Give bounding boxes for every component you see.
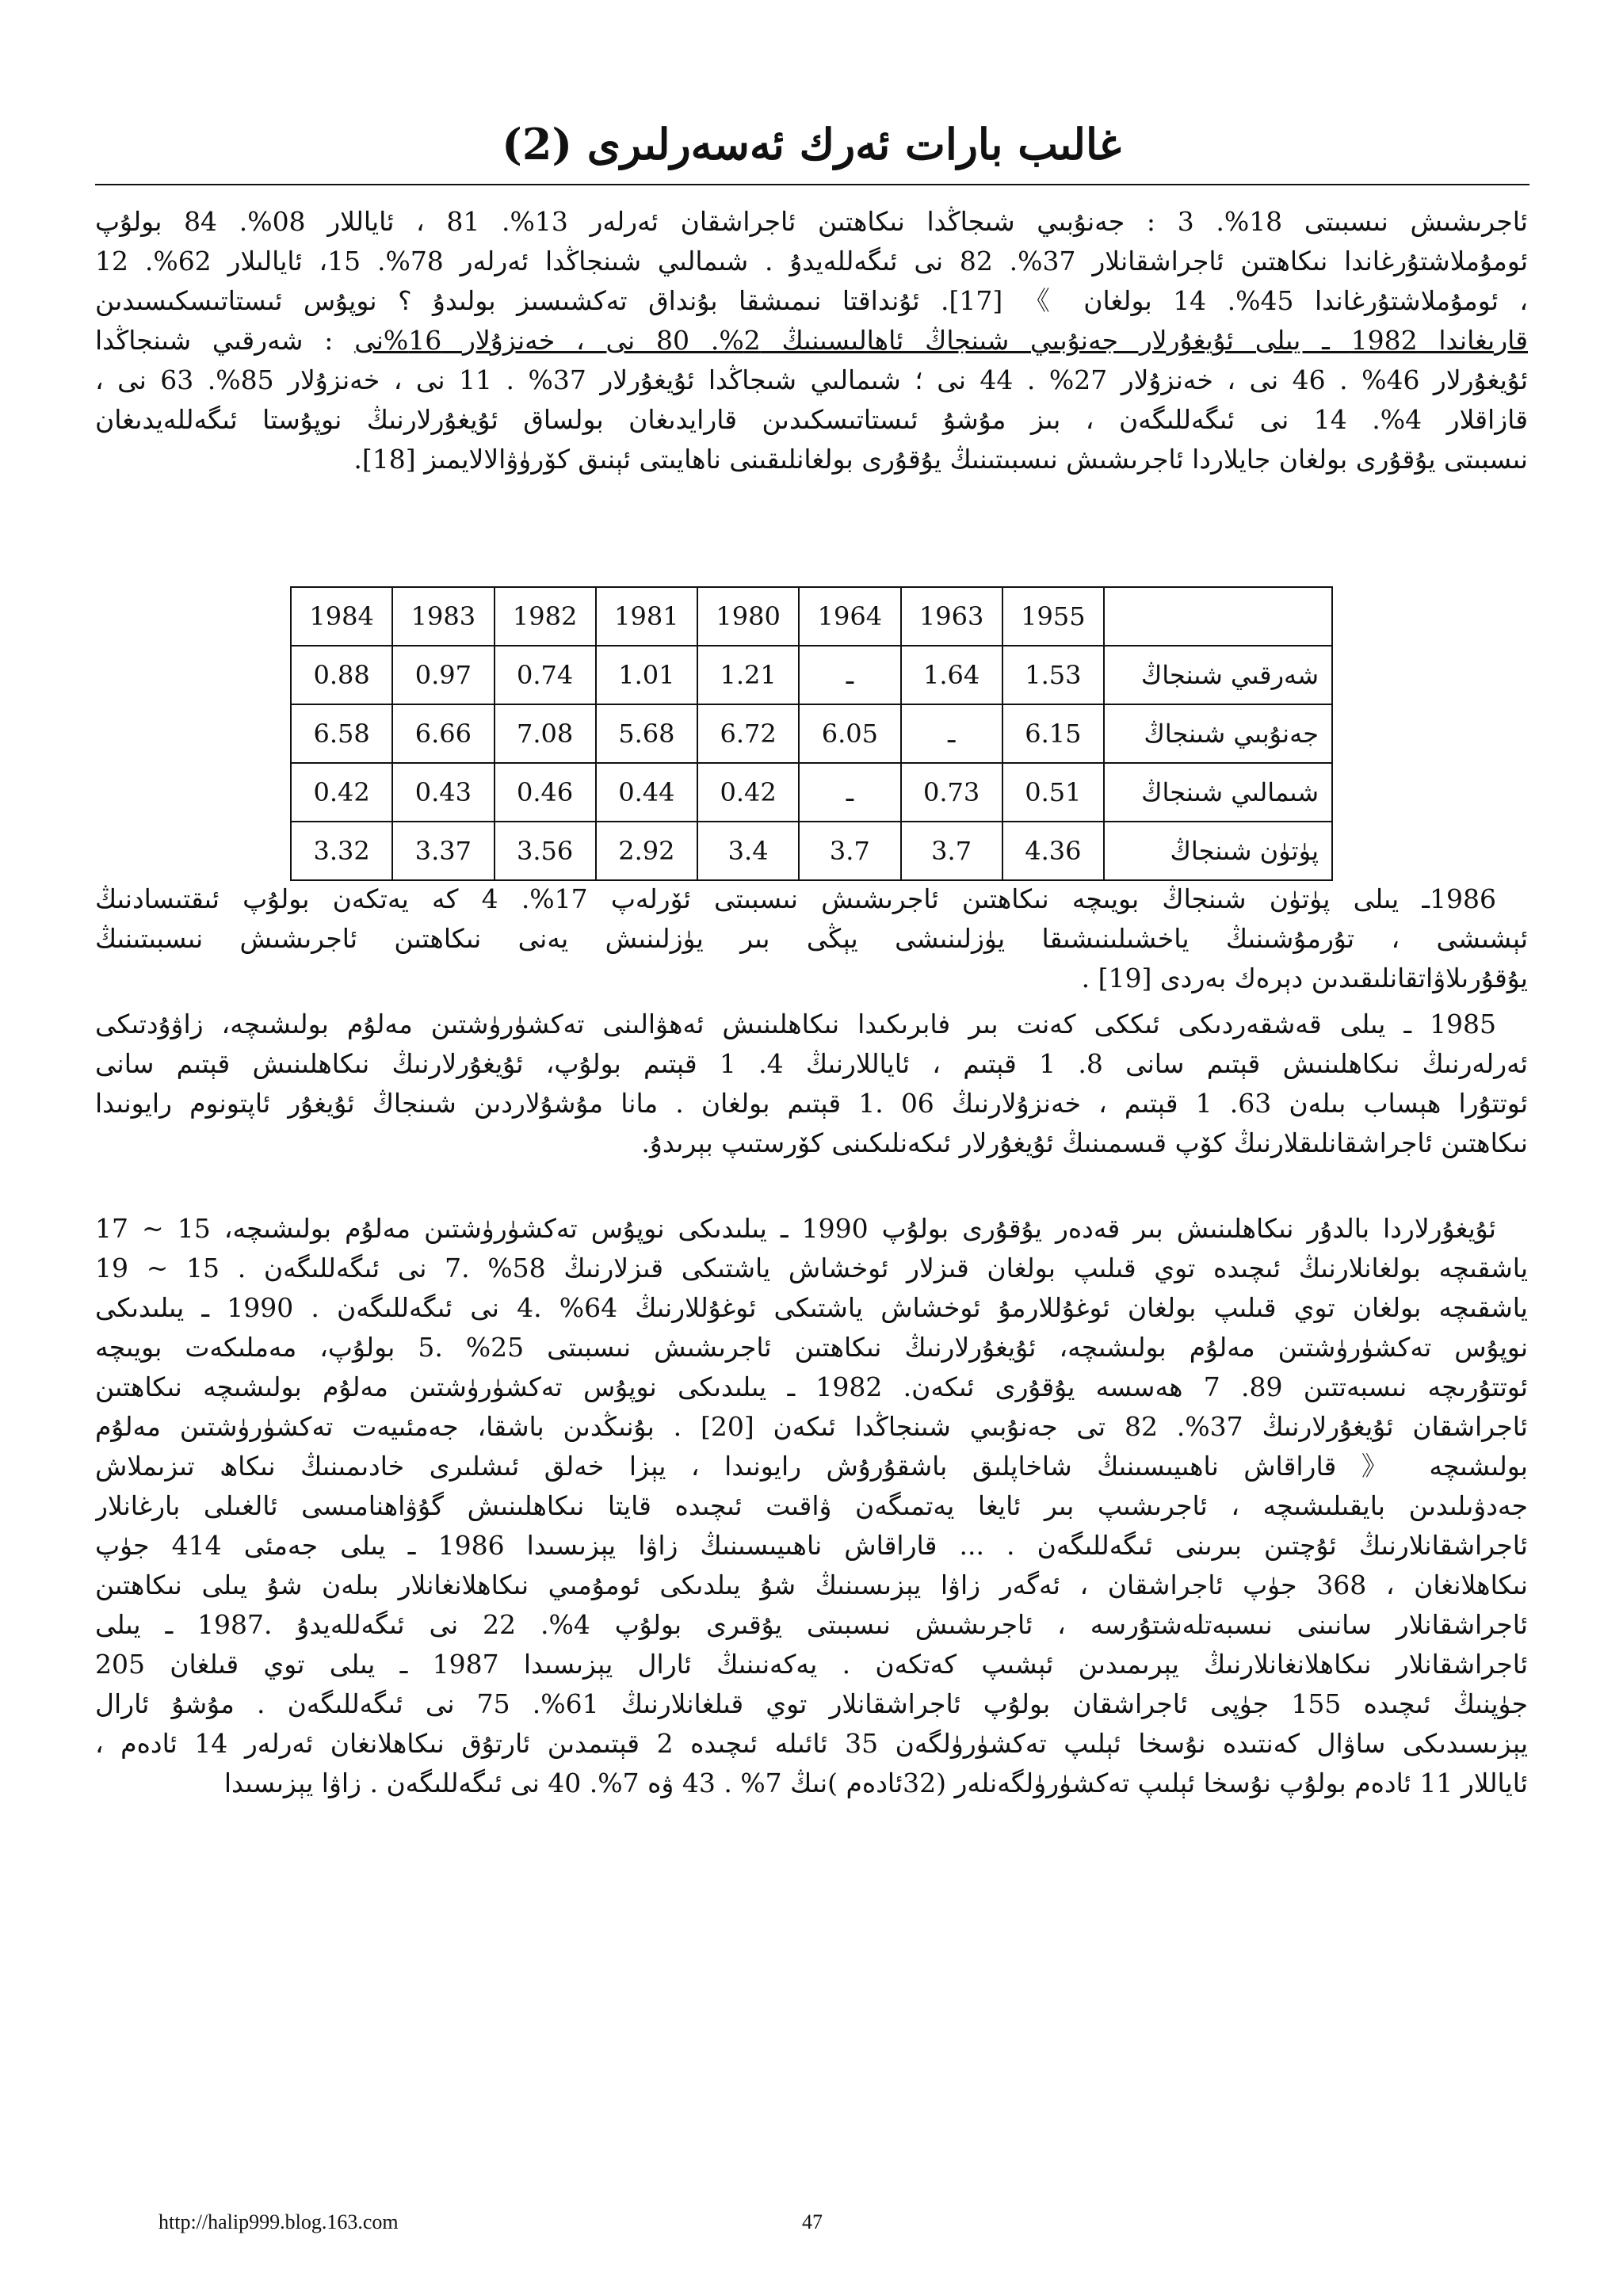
paragraph-3 [95, 1005, 1528, 1163]
table-cell: 1.53 [1002, 646, 1104, 704]
text-line: ئاجراشقانلار سانىنى نىسبەتلەشتۇرسە ، ئاجرىشىش نىسبىتى يۇقىرى بولۇپ 4%. 22 نى ئىگەللەيدۇ .1987 ـ يىلى [95, 1609, 1528, 1640]
column-header: 1980 [697, 587, 799, 646]
table-cell: 1.64 [901, 646, 1002, 704]
title-divider [95, 184, 1529, 185]
table-cell: 3.37 [392, 822, 494, 880]
text-line: نىسبىتى يۇقۇرى بولغان جايلاردا ئاجرىشىش نىسبىتىنىڭ يۇقۇرى بولغانلىقىنى ناھايىتى ئېنىق كۆرۈۋالالايمىز [18]. [353, 444, 1528, 475]
text-line: ئۇيغۇرلاردا بالدۇر نىكاھلىنىش بىر قەدەر يۇقۇرى بولۇپ 1990 ـ يىلىدىكى نوپۇس تەكشۈرۈشتىن مەلۇم بولىشىچە، 15 ~ 17 [95, 1213, 1496, 1244]
text-line: ئاياللار 11 ئادەم بولۇپ نۇسخا ئېلىپ تەكشۈرۈلگەنلەر (32ئادەم )نىڭ 7% . 43 ۋە 7%. 40 نى ئىگەللىگەن . زاۋا يېزىسىدا [223, 1768, 1528, 1798]
row-label: شىمالىي شىنجاڭ [1104, 763, 1332, 822]
text-line: ياشقىچە بولغانلارنىڭ ئىچىدە توي قىلىپ بولغان قىزلار ئوخشاش ياشتىكى قىزلارنىڭ 58% .7 نى ئىگەللىگەن . 15 ~ 19 [95, 1253, 1528, 1283]
row-label: جەنۇبىي شىنجاڭ [1104, 704, 1332, 763]
text-line: يېزىسىدىكى ساۋال كەنتىدە نۇسخا ئېلىپ تەكشۈرۈلگەن 35 ئائىلە ئىچىدە 2 قېتىمدىن ئارتۇق نىكاھلانغان ئەرلەر 14 ئادەم ، [95, 1728, 1528, 1759]
table-cell: 6.66 [392, 704, 494, 763]
text-line: 1986ـ يىلى پۈتۈن شىنجاڭ بويىچە نىكاھتىن ئاجرىشىش نىسبىتى ئۆرلەپ 17%. 4 كە يەتكەن بولۇپ ئىقتىسادنىڭ [95, 883, 1496, 914]
text-line: ئۇيغۇرلار 46% . 46 نى ، خەنزۇلار 27% . 44 نى ؛ شىمالىي شىجاڭدا ئۇيغۇرلار 37% . 11 نى ، خەنزۇلار 85%. 63 نى ، [95, 364, 1528, 395]
table-cell: 3.4 [697, 822, 799, 880]
text-line: ئاجراشقان ئۇيغۇرلارنىڭ 37%. 82 تى جەنۇبىي شىنجاڭدا ئىكەن [20] . بۇنىڭدىن باشقا، جەمئىيەت تەكشۈرۈشتىن مەلۇم [95, 1411, 1528, 1442]
underlined-phrase: قارىغاندا 1982 ـ يىلى ئۇيغۇرلار جەنۇبىي شىنجاڭ ئاھالىسىنىڭ 2%. 80 نى ، خەنزۇلار 16%نى [354, 325, 1528, 356]
column-header: 1963 [901, 587, 1002, 646]
table-cell: 0.46 [495, 763, 596, 822]
table-cell: 0.42 [291, 763, 392, 822]
table-cell: 6.72 [697, 704, 799, 763]
text-line: ئاجراشقانلارنىڭ ئۇچتىن بىرىنى ئىگەللىگەن . ... قاراقاش ناھىيىسىنىڭ زاۋا يېزىسىدا 1986 ـ يىلى جەمئى 414 جۈپ [95, 1530, 1528, 1561]
table-row [291, 704, 1332, 763]
table-row [291, 822, 1332, 880]
table-row [291, 646, 1332, 704]
table-header-row [291, 587, 1332, 646]
column-header: 1964 [799, 587, 900, 646]
table-cell: 1.21 [697, 646, 799, 704]
text-line: ئوتتۇرىچە نىسبەتتىن 89. 7 ھەسسە يۇقۇرى ئىكەن. 1982 ـ يىلىدىكى نوپۇس تەكشۈرۈشتىن مەلۇم بولىشىچە نىكاھتىن [95, 1371, 1528, 1402]
column-header: 1981 [596, 587, 697, 646]
paragraph-4 [95, 1209, 1528, 1803]
table-cell: 0.42 [697, 763, 799, 822]
row-label: پۈتۈن شىنجاڭ [1104, 822, 1332, 880]
page-number: 47 [802, 2210, 823, 2233]
column-header [1104, 587, 1332, 646]
text-line: جۈپنىڭ ئىچىدە 155 جۈپى ئاجراشقان بولۇپ ئاجراشقانلار توي قىلغانلارنىڭ 61%. 75 نى ئىگەللىگەن . مۇشۇ ئارال [95, 1688, 1528, 1719]
table-cell: 7.08 [495, 704, 596, 763]
table-cell: 1.01 [596, 646, 697, 704]
text-line: نىكاھلانغان ، 368 جۈپ ئاجراشقان ، ئەگەر زاۋا يېزىسىنىڭ شۇ يىلدىكى ئومۇمىي نىكاھلانغانلار بىلەن شۇ يىلى نىكاھتىن [95, 1569, 1528, 1600]
table-cell: 4.36 [1002, 822, 1104, 880]
table-cell: 6.05 [799, 704, 900, 763]
text-line: جەدۋىلىدىن بايقىلىشىچە ، ئاجرىشىپ بىر ئايغا يەتمىگەن ۋاقىت ئىچىدە قايتا نىكاھلىنىش گۇۋاھنامىسى ئالغىلى بارغانلار [95, 1490, 1528, 1521]
divorce-rate-table [290, 586, 1333, 881]
table-cell: ـ [799, 763, 900, 822]
table-cell: 0.43 [392, 763, 494, 822]
text-line: نوپۇس تەكشۈرۈشتىن مەلۇم بولىشىچە، ئۇيغۇرلارنىڭ نىكاھتىن ئاجرىشىش نىسبىتى 25% .5 بولۇپ، مەملىكەت بويىچە [95, 1332, 1528, 1363]
text-line: ئېشىشى ، تۇرمۇشىنىڭ ياخشىلىنىشىقا يۈزلىنىشى يېڭى بىر يۈزلىنىش يەنى نىكاھتىن ئاجرىشىش نىسبىتىنىڭ [95, 923, 1528, 954]
table-cell: 3.56 [495, 822, 596, 880]
table-cell: 0.44 [596, 763, 697, 822]
text-line: ئاجرىشىش نىسبىتى 18%. 3 : جەنۇبىي شىجاڭدا نىكاھتىن ئاجراشقان ئەرلەر 13%. 81 ، ئاياللار 08%. 84 بولۇپ [95, 206, 1528, 237]
table-cell: 2.92 [596, 822, 697, 880]
text-line: ، ئومۇملاشتۇرغاندا 45%. 14 بولغان 》 [17]. ئۇنداقتا نىمىشقا بۇنداق تەكشىسىز بولىدۇ ؟ نوپۇس ئىستاتىسكىسىدىن [95, 285, 1528, 316]
text-line: يۇقۇرىلاۋاتقانلىقىدىن دېرەك بەردى [19] . [1081, 963, 1528, 994]
table-cell: 0.88 [291, 646, 392, 704]
table-cell: ـ [799, 646, 900, 704]
row-label: شەرقىي شىنجاڭ [1104, 646, 1332, 704]
column-header: 1983 [392, 587, 494, 646]
table-cell: 3.32 [291, 822, 392, 880]
text-line: بولىشىچە 《 قاراقاش ناھىيىسىنىڭ شاخاپلىق باشقۇرۇش رايونىدا ، يېزا خەلق ئىشلىرى خادىمىنىڭ نىكاھ تىزىملاش [95, 1451, 1528, 1482]
text-line: 1985 ـ يىلى قەشقەردىكى ئىككى كەنت بىر فابرىكىدا نىكاھلىنىش ئەھۋالىنى تەكشۈرۈشتىن مەلۇم بولىشىچە، زاۋۇدتىكى [95, 1009, 1496, 1039]
text-line: ئاجراشقانلار نىكاھلانغانلارنىڭ يېرىمىدىن ئېشىپ كەتكەن . يەكەنىنىڭ ئارال يېزىسىدا 1987 ـ يىلى توي قىلغان 205 [95, 1649, 1528, 1680]
table-cell: 0.73 [901, 763, 1002, 822]
table-cell: 6.58 [291, 704, 392, 763]
page-title: غالىب بارات ئەرك ئەسەرلىرى (2) [502, 119, 1121, 170]
table-cell: 0.97 [392, 646, 494, 704]
text-line: قازاقلار 4%. 14 نى ئىگەللىگەن ، بىز مۇشۇ ئىستاتىسكىدىن قارايدىغان بولساق ئۇيغۇرلارنىڭ نوپۇستا ئىگەللەيدىغان [95, 404, 1528, 435]
text-line: قارىغاندا 1982 ـ يىلى ئۇيغۇرلار جەنۇبىي شىنجاڭ ئاھالىسىنىڭ 2%. 80 نى ، خەنزۇلار 16%نى : شەرقىي شىنجاڭدا [95, 325, 1528, 356]
table-cell: ـ [901, 704, 1002, 763]
text-line: ئەرلەرنىڭ نىكاھلىنىش قېتىم سانى 8. 1 قېتىم ، ئاياللارنىڭ 4. 1 قېتىم بولۇپ، ئۇيغۇرلارنىڭ نىكاھلىنىش قېتىم سانى [95, 1048, 1528, 1079]
table-cell: 0.51 [1002, 763, 1104, 822]
column-header: 1984 [291, 587, 392, 646]
table-row [291, 763, 1332, 822]
table-cell: 6.15 [1002, 704, 1104, 763]
text-line: نىكاھتىن ئاجراشقانلىقلارنىڭ كۆپ قىسمىنىڭ ئۇيغۇرلار ئىكەنلىكىنى كۆرستىپ بېرىدۇ. [641, 1127, 1528, 1158]
column-header: 1955 [1002, 587, 1104, 646]
table-cell: 0.74 [495, 646, 596, 704]
table-cell: 5.68 [596, 704, 697, 763]
paragraph-1 [95, 202, 1528, 479]
column-header: 1982 [495, 587, 596, 646]
paragraph-2 [95, 879, 1528, 998]
table-cell: 3.7 [799, 822, 900, 880]
text-line: ياشقىچە بولغان توي قىلىپ بولغان ئوغۇللارمۇ ئوخشاش ياشتىكى ئوغۇللارنىڭ 64% .4 نى ئىگەللىگەن . 1990 ـ يىلىدىكى [95, 1292, 1528, 1323]
text-line: ئومۇملاشتۇرغاندا نىكاھتىن ئاجراشقانلار 37%. 82 نى ئىگەللەيدۇ . شىمالىي شىنجاڭدا ئەرلەر 78%. 15، ئايالىلار 62%. 12 [95, 246, 1528, 277]
text-line: ئوتتۇرا ھېساب بىلەن 63. 1 قېتىم ، خەنزۇلارنىڭ 06 .1 قېتىم بولغان . مانا مۇشۇلاردىن شىنجاڭ ئۇيغۇر ئاپتونوم رايونىدا [95, 1088, 1528, 1119]
table-cell: 3.7 [901, 822, 1002, 880]
footer-url: http://halip999.blog.163.com [158, 2210, 399, 2233]
